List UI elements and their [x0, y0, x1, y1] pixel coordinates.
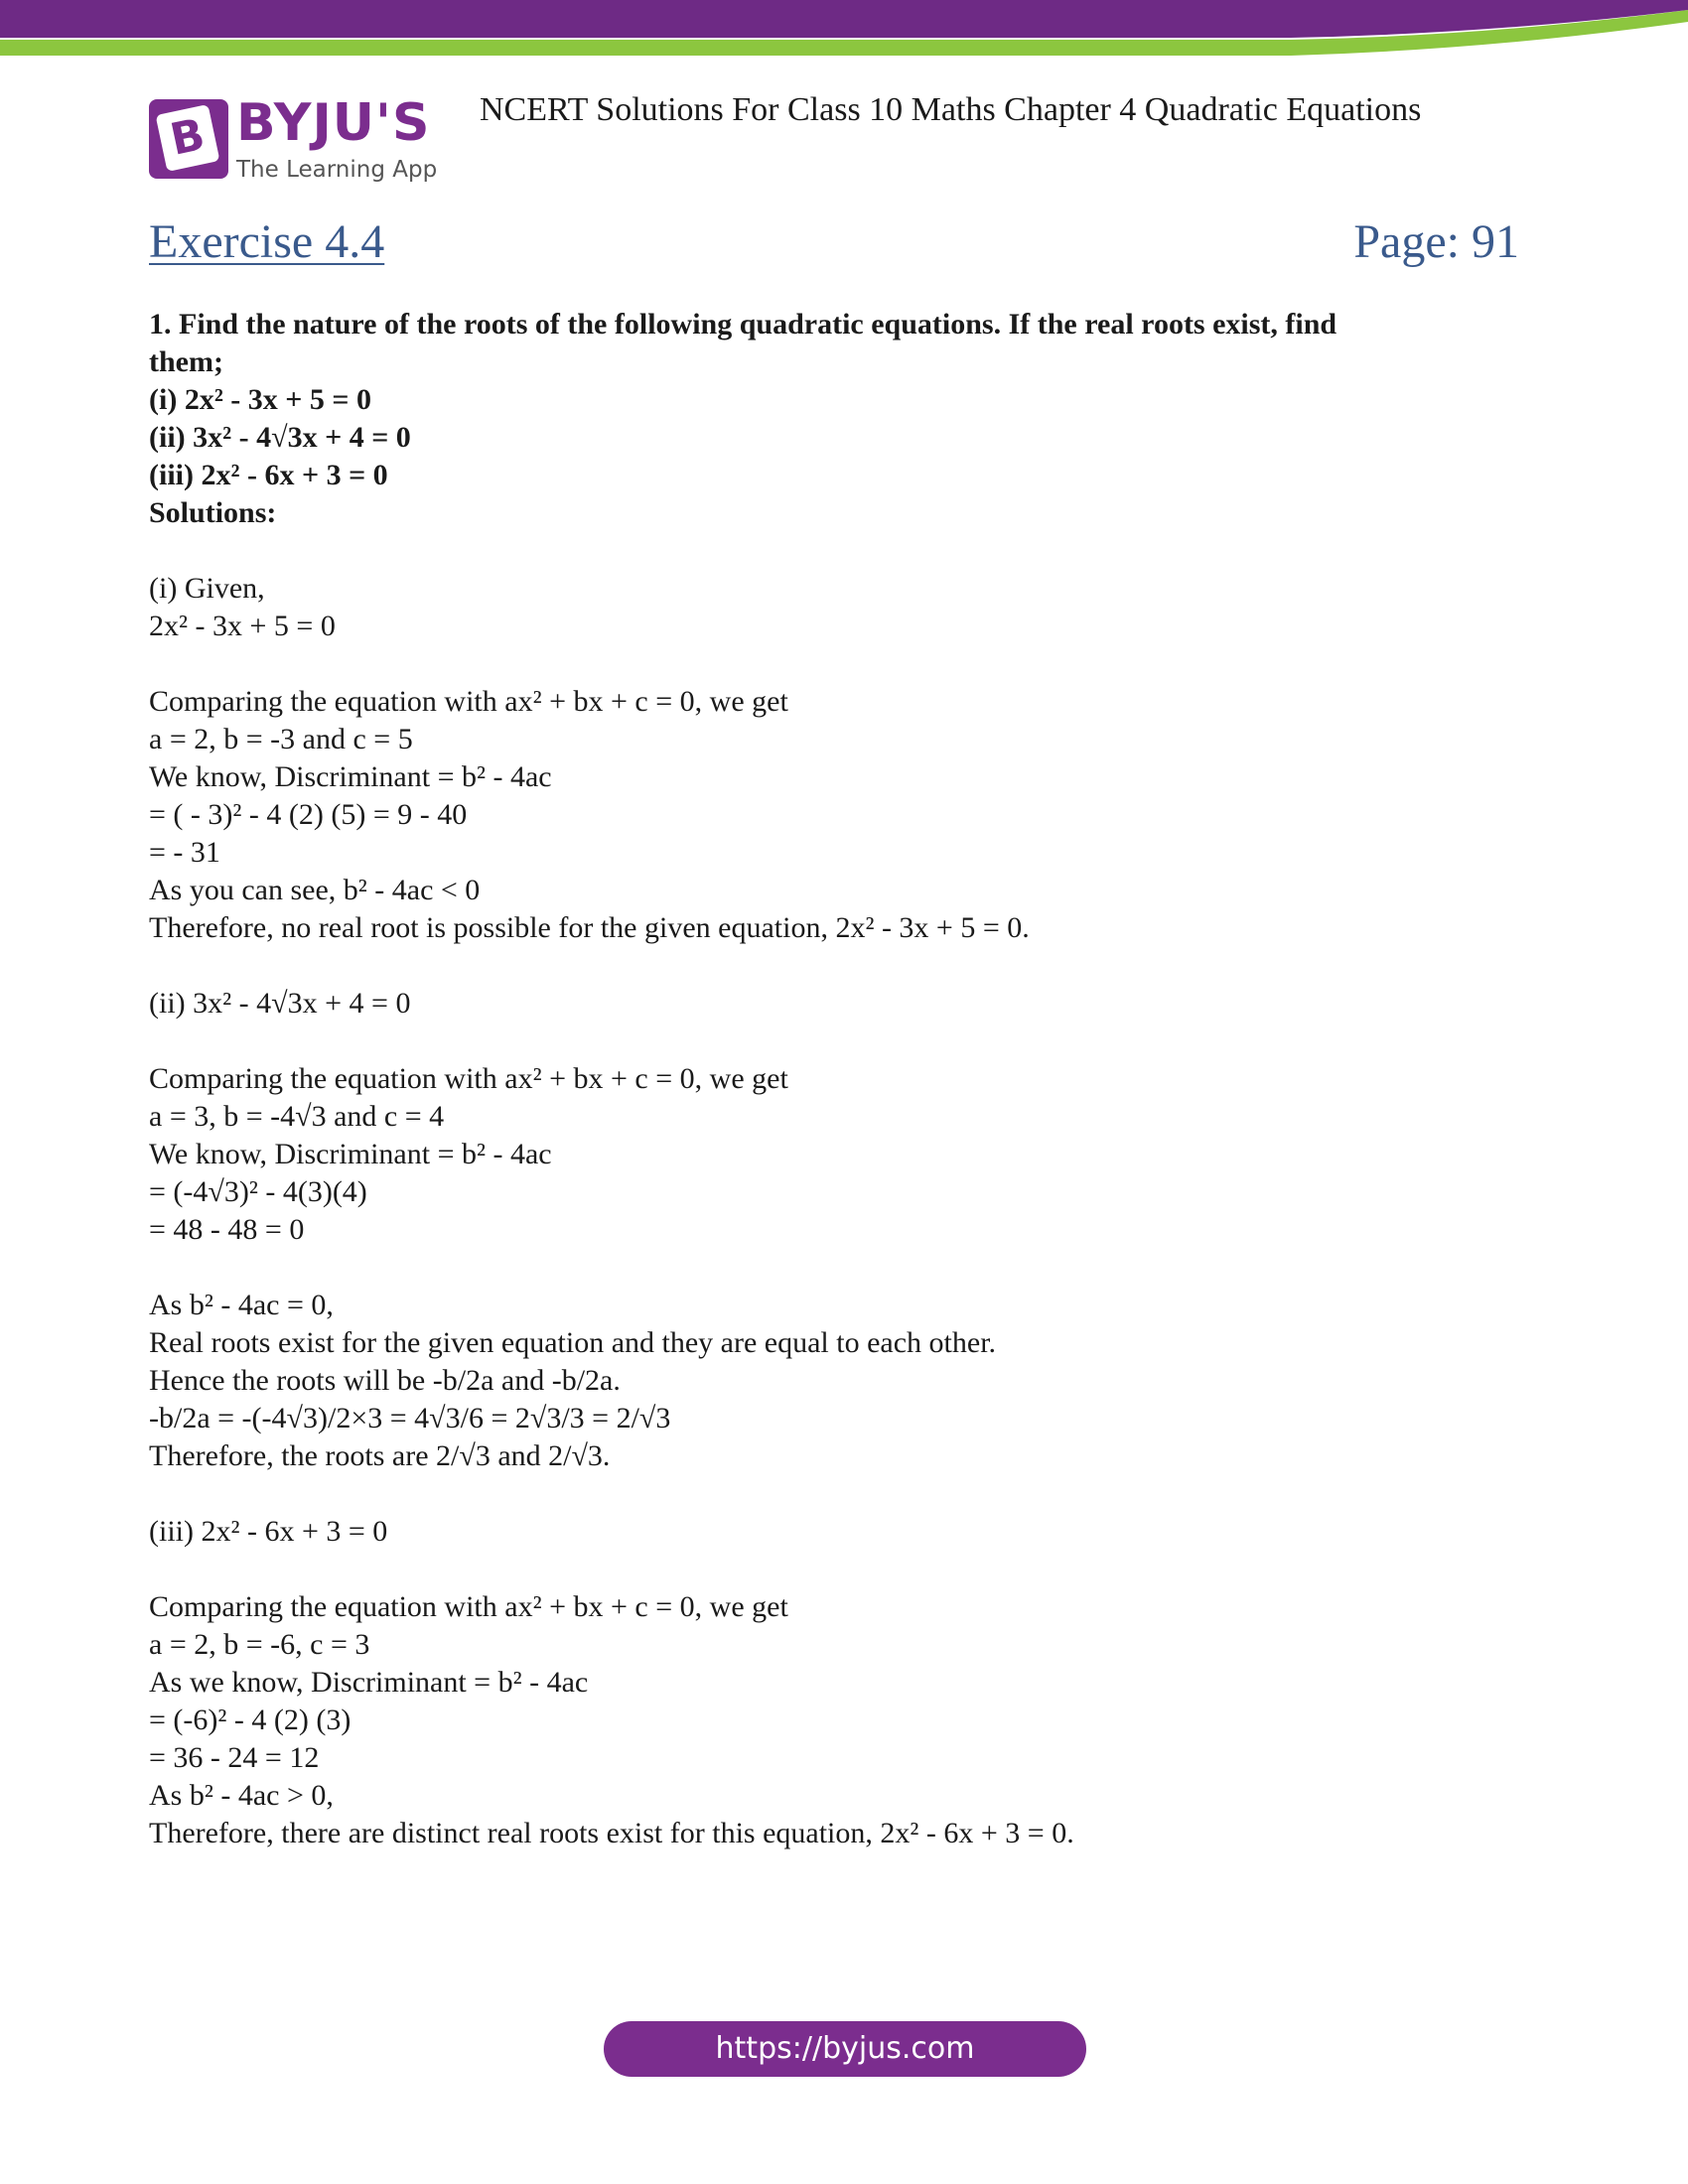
text-line: -b/2a = -(-4√3)/2×3 = 4√3/6 = 2√3/3 = 2/√3 [149, 1402, 671, 1434]
blank-line [149, 645, 1539, 683]
text-line: (ii) 3x² - 4√3x + 4 = 0 [149, 987, 411, 1020]
text-line: As you can see, b² - 4ac < 0 [149, 874, 481, 906]
text-line: (iii) 2x² - 6x + 3 = 0 [149, 459, 388, 491]
text-line: Comparing the equation with ax² + bx + c = 0, we get [149, 1062, 788, 1095]
text-line: We know, Discriminant = b² - 4ac [149, 1138, 552, 1170]
blank-line [149, 947, 1539, 985]
logo-name: BYJU'S [236, 93, 431, 153]
text-line: We know, Discriminant = b² - 4ac [149, 760, 552, 793]
text-line: = ( - 3)² - 4 (2) (5) = 9 - 40 [149, 798, 468, 831]
text-line: Therefore, no real root is possible for the given equation, 2x² - 3x + 5 = 0. [149, 911, 1030, 944]
blank-line [149, 532, 1539, 570]
exercise-heading-row [149, 214, 1519, 274]
text-line: them; [149, 345, 223, 378]
text-line: Therefore, the roots are 2/√3 and 2/√3. [149, 1439, 611, 1472]
text-line: Comparing the equation with ax² + bx + c = 0, we get [149, 685, 788, 718]
logo-letter: B [156, 104, 220, 172]
text-line: (i) 2x² - 3x + 5 = 0 [149, 383, 371, 416]
text-line: = (-6)² - 4 (2) (3) [149, 1704, 352, 1736]
text-line: = 48 - 48 = 0 [149, 1213, 305, 1246]
text-line: As b² - 4ac = 0, [149, 1289, 334, 1321]
top-decorative-band [0, 0, 1688, 60]
text-line: As we know, Discriminant = b² - 4ac [149, 1666, 589, 1699]
solution-content [149, 306, 1539, 1852]
document-title: NCERT Solutions For Class 10 Maths Chapter 4 Quadratic Equations [480, 91, 1422, 128]
text-line: (ii) 3x² - 4√3x + 4 = 0 [149, 421, 411, 454]
logo-badge-icon [149, 99, 228, 179]
text-line: = 36 - 24 = 12 [149, 1741, 320, 1774]
text-line: (i) Given, [149, 572, 265, 605]
text-line: Comparing the equation with ax² + bx + c = 0, we get [149, 1590, 788, 1623]
text-line: a = 2, b = -6, c = 3 [149, 1628, 370, 1661]
text-line: (iii) 2x² - 6x + 3 = 0 [149, 1515, 388, 1548]
page-header [149, 91, 1559, 191]
text-line: 1. Find the nature of the roots of the following quadratic equations. If the real roots exist, find [149, 308, 1337, 341]
page-number: Page: 91 [1353, 215, 1519, 268]
text-line: = - 31 [149, 836, 220, 869]
blank-line [149, 1249, 1539, 1287]
purple-band [0, 0, 1688, 38]
byjus-logo [149, 93, 447, 189]
blank-line [149, 1023, 1539, 1060]
blank-line [149, 1475, 1539, 1513]
logo-tagline: The Learning App [236, 157, 438, 183]
text-line: Solutions: [149, 496, 277, 529]
text-line: As b² - 4ac > 0, [149, 1779, 334, 1812]
text-line: 2x² - 3x + 5 = 0 [149, 610, 336, 642]
blank-line [149, 1551, 1539, 1588]
text-line: = (-4√3)² - 4(3)(4) [149, 1175, 367, 1208]
text-line: Real roots exist for the given equation and they are equal to each other. [149, 1326, 997, 1359]
exercise-title: Exercise 4.4 [149, 215, 385, 268]
text-line: Hence the roots will be -b/2a and -b/2a. [149, 1364, 621, 1397]
text-line: a = 2, b = -3 and c = 5 [149, 723, 413, 755]
text-line: a = 3, b = -4√3 and c = 4 [149, 1100, 445, 1133]
text-line: Therefore, there are distinct real roots exist for this equation, 2x² - 6x + 3 = 0. [149, 1817, 1074, 1849]
footer-url-link[interactable]: https://byjus.com [604, 2021, 1086, 2077]
